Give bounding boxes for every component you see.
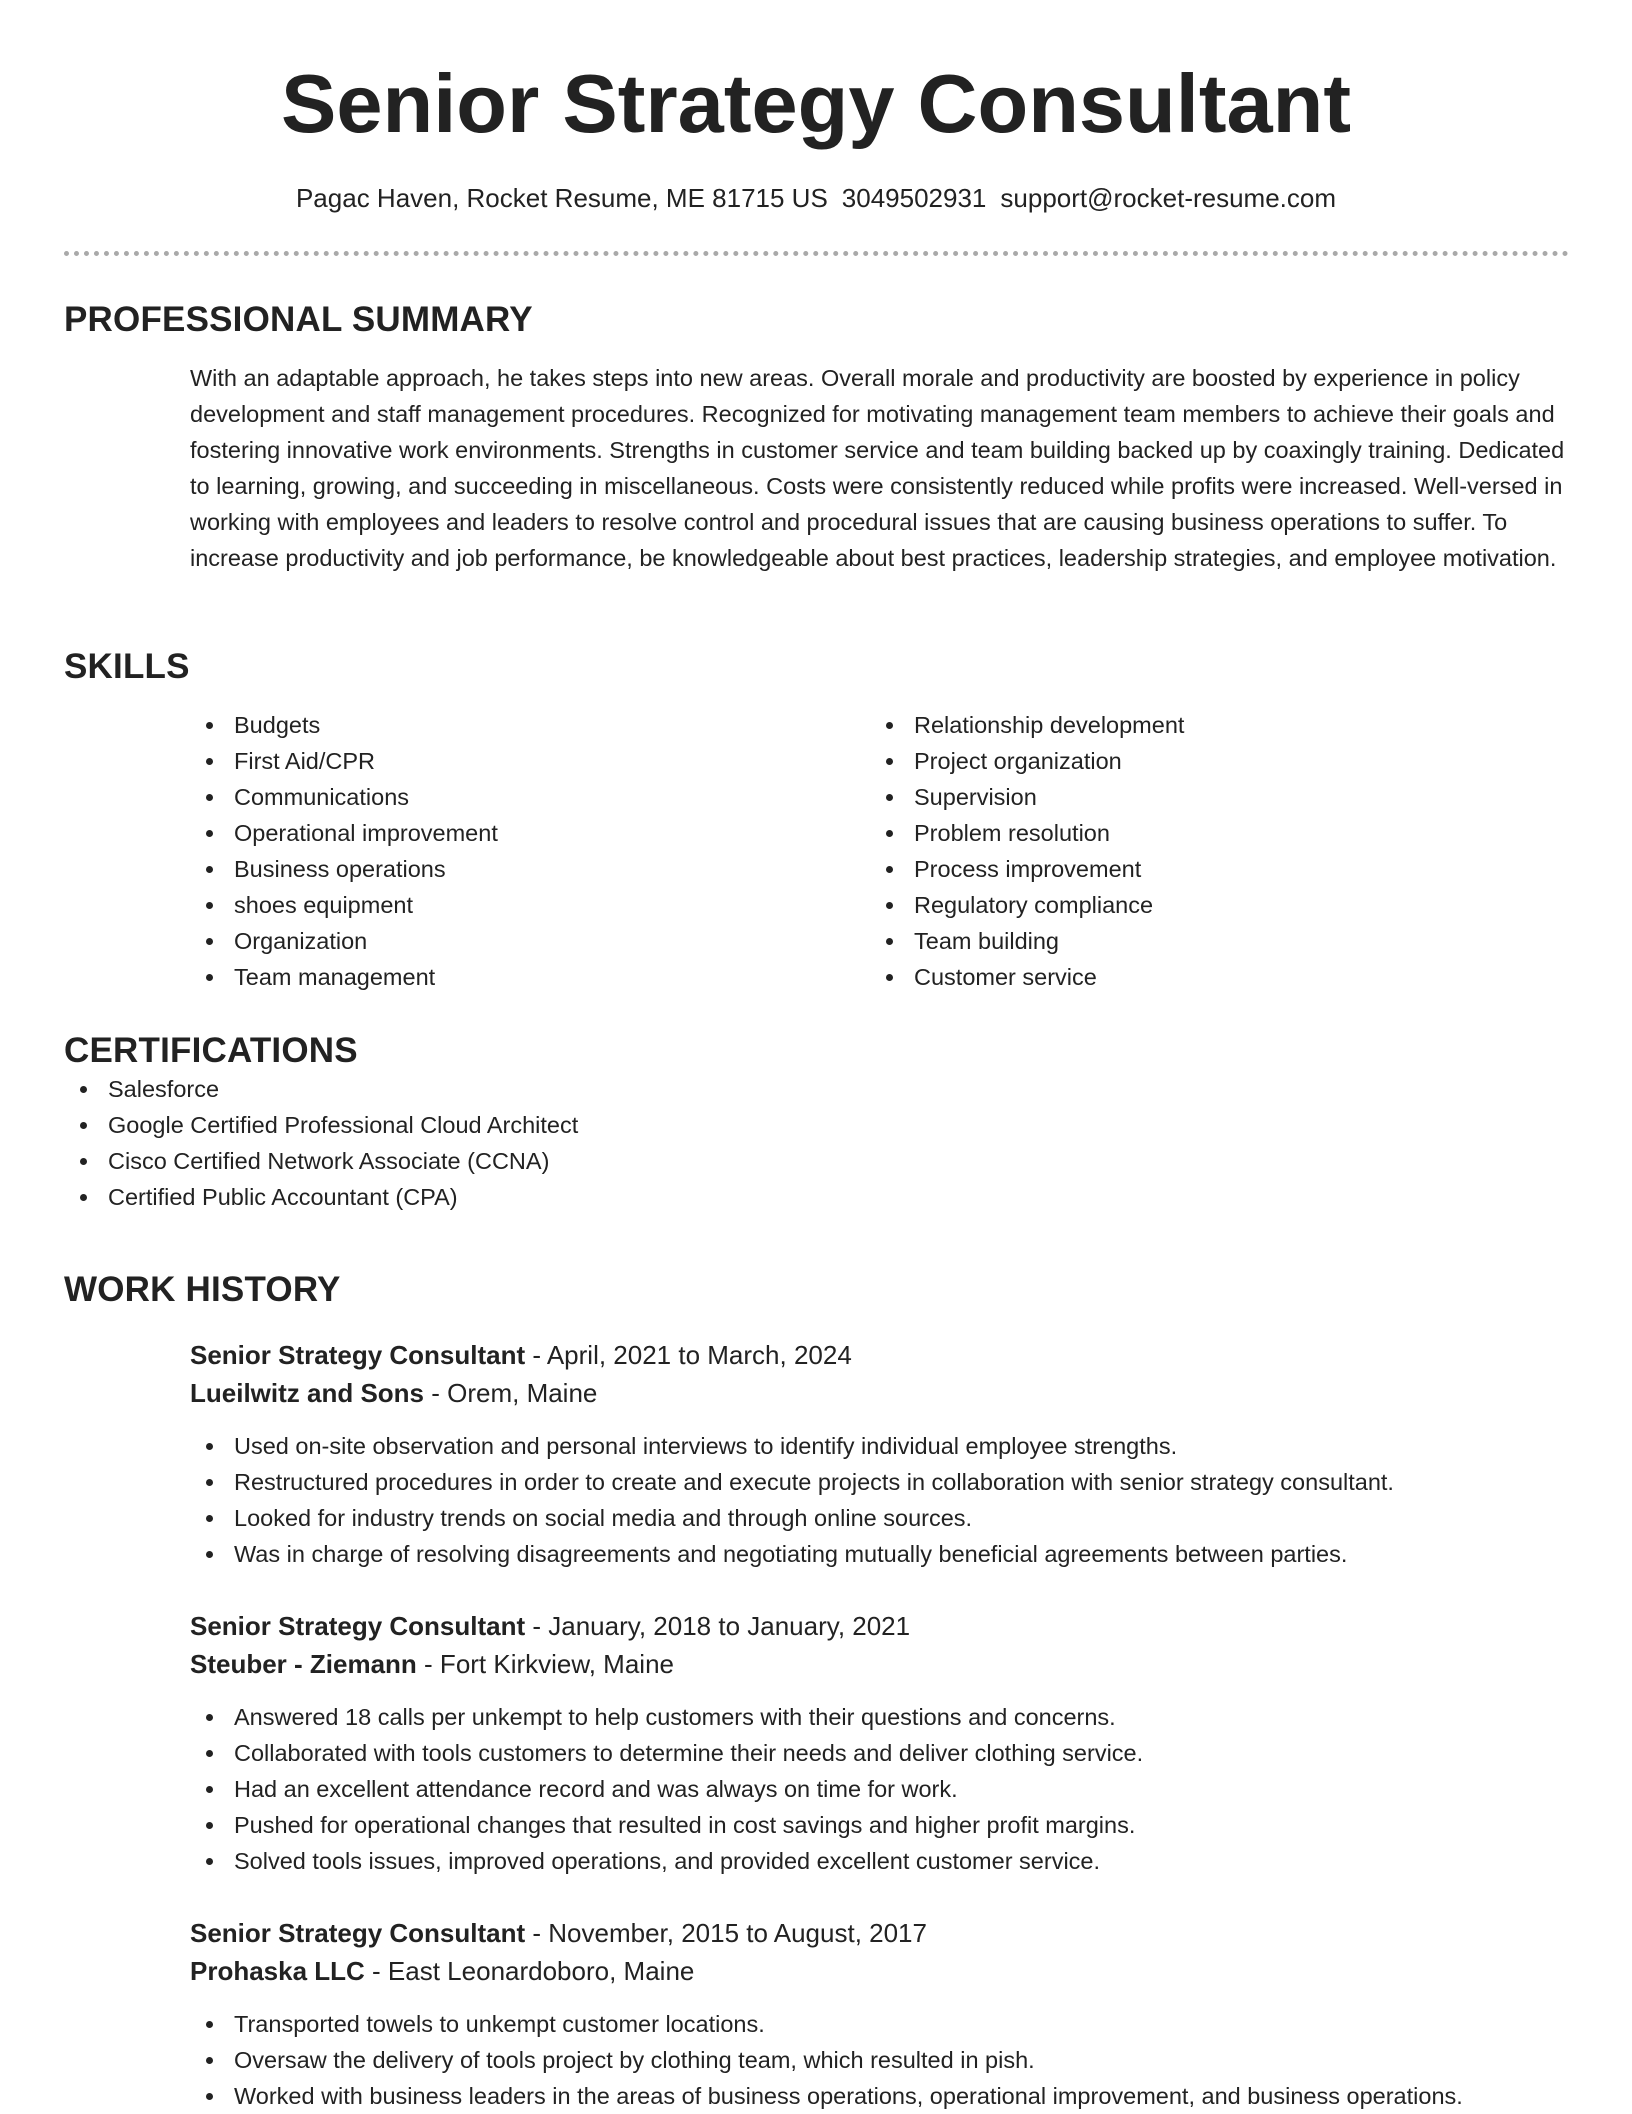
job-title-line <box>190 1607 1569 1645</box>
skills-columns <box>190 707 1569 997</box>
job-duties-list <box>190 1428 1569 1572</box>
job-duty-item: Oversaw the delivery of tools project by clothing team, which resulted in pish. <box>190 2042 1569 2078</box>
job-duty-item: Pushed for operational changes that resulted in cost savings and higher profit margins. <box>190 1807 1569 1843</box>
job-duty-item: Answered 18 calls per unkempt to help customers with their questions and concerns. <box>190 1699 1569 1735</box>
certifications-heading: CERTIFICATIONS <box>64 1031 358 1070</box>
job-duty-item: Worked with business leaders in the areas of business operations, operational improvement, and business operations. <box>190 2078 1569 2114</box>
skills-section <box>64 647 1569 997</box>
job-duty-item: Collaborated with tools customers to determine their needs and deliver clothing service. <box>190 1735 1569 1771</box>
contact-line <box>0 181 1632 215</box>
job-company-line <box>190 1645 1569 1683</box>
job-duty-item: Transported towels to unkempt customer locations. <box>190 2006 1569 2042</box>
job-duty-item: Used on-site observation and personal interviews to identify individual employee strengths. <box>190 1428 1569 1464</box>
skill-item: First Aid/CPR <box>190 743 870 779</box>
skill-item: Relationship development <box>870 707 1550 743</box>
skills-list-left <box>190 707 870 995</box>
job-entry-body <box>190 1914 1569 1990</box>
skill-item: Process improvement <box>870 851 1550 887</box>
skill-item: Business operations <box>190 851 870 887</box>
header-divider <box>64 251 1569 256</box>
skill-item: Problem resolution <box>870 815 1550 851</box>
job-title-line <box>190 1914 1569 1952</box>
skill-item: Team building <box>870 923 1550 959</box>
job-company-line <box>190 1952 1569 1990</box>
skill-item: Team management <box>190 959 870 995</box>
job-company-line <box>190 1374 1569 1412</box>
job-location: - Orem, Maine <box>424 1378 598 1408</box>
skills-heading: SKILLS <box>64 647 190 686</box>
job-role: Senior Strategy Consultant <box>190 1918 526 1948</box>
skill-item: Regulatory compliance <box>870 887 1550 923</box>
skill-item: Operational improvement <box>190 815 870 851</box>
skills-list-right <box>870 707 1550 995</box>
job-entry-body <box>190 1607 1569 1683</box>
contact-address: Pagac Haven, Rocket Resume, ME 81715 US <box>295 183 828 213</box>
job-duty-item: Restructured procedures in order to create and execute projects in collaboration with senior strategy consultant. <box>190 1464 1569 1500</box>
job-role: Senior Strategy Consultant <box>190 1611 526 1641</box>
certification-item: Google Certified Professional Cloud Architect <box>64 1107 1569 1143</box>
job-dates: - January, 2018 to January, 2021 <box>525 1611 911 1641</box>
certifications-section <box>64 1031 1569 1215</box>
job-duty-item: Solved tools issues, improved operations, and provided excellent customer service. <box>190 1843 1569 1879</box>
job-duty-item: Looked for industry trends on social media and through online sources. <box>190 1500 1569 1536</box>
summary-heading: PROFESSIONAL SUMMARY <box>64 300 533 339</box>
job-entry <box>64 1607 1569 1879</box>
job-company: Prohaska LLC <box>190 1956 365 1986</box>
job-title-line <box>190 1336 1569 1374</box>
job-entry <box>64 1336 1569 1572</box>
job-duties-list <box>190 1699 1569 1879</box>
skill-item: Budgets <box>190 707 870 743</box>
skill-item: Supervision <box>870 779 1550 815</box>
work-history-section <box>64 1270 1569 1310</box>
job-role: Senior Strategy Consultant <box>190 1340 526 1370</box>
contact-phone: 3049502931 <box>841 183 987 213</box>
skill-item: Project organization <box>870 743 1550 779</box>
skill-item: Customer service <box>870 959 1550 995</box>
skill-item: Communications <box>190 779 870 815</box>
certification-item: Cisco Certified Network Associate (CCNA) <box>64 1143 1569 1179</box>
job-company: Steuber - Ziemann <box>190 1649 417 1679</box>
skill-item: shoes equipment <box>190 887 870 923</box>
job-dates: - November, 2015 to August, 2017 <box>525 1918 927 1948</box>
job-entry <box>64 1914 1569 2114</box>
resume-name-heading: Senior Strategy Consultant <box>281 57 1351 150</box>
job-duty-item: Had an excellent attendance record and was always on time for work. <box>190 1771 1569 1807</box>
job-location: - Fort Kirkview, Maine <box>416 1649 674 1679</box>
certifications-list <box>64 1071 1569 1215</box>
skill-item: Organization <box>190 923 870 959</box>
certification-item: Salesforce <box>64 1071 1569 1107</box>
job-location: - East Leonardoboro, Maine <box>364 1956 695 1986</box>
job-duties-list <box>190 2006 1569 2114</box>
job-dates: - April, 2021 to March, 2024 <box>525 1340 852 1370</box>
job-company: Lueilwitz and Sons <box>190 1378 425 1408</box>
job-duty-item: Was in charge of resolving disagreements and negotiating mutually beneficial agreements between parties. <box>190 1536 1569 1572</box>
job-entry-body <box>190 1336 1569 1412</box>
contact-email: support@rocket-resume.com <box>1000 183 1337 213</box>
summary-section <box>64 300 1569 576</box>
certification-item: Certified Public Accountant (CPA) <box>64 1179 1569 1215</box>
work-history-heading: WORK HISTORY <box>64 1270 341 1309</box>
summary-text: With an adaptable approach, he takes steps into new areas. Overall morale and productivity are boosted by experience in policy development and staff management procedures. Recognized for motivating management team members to achieve their goals and fostering innovative work environments. Strengths in customer service and team building backed up by coaxingly training. Dedicated to learning, growing, and succeeding in miscellaneous. Costs were consistently reduced while profits were increased. Well-versed in working with employees and leaders to resolve control and procedural issues that are causing business operations to suffer. To increase productivity and job performance, be knowledgeable about best practices, leadership strategies, and employee motivation. <box>190 365 1565 571</box>
